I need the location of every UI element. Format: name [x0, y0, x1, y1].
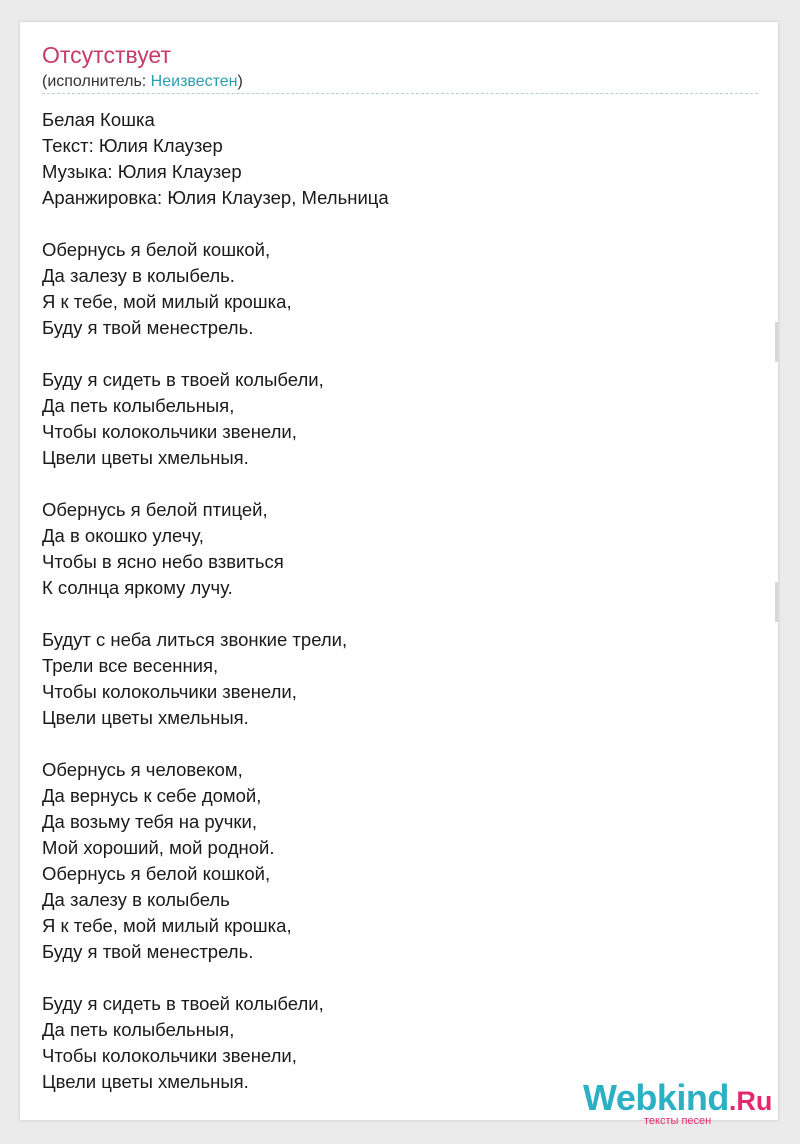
- lyric-line: Чтобы в ясно небо взвиться: [42, 551, 284, 572]
- lyric-line: Да залезу в колыбель: [42, 889, 230, 910]
- lyric-line: Текст: Юлия Клаузер: [42, 135, 223, 156]
- lyric-line: Мой хороший, мой родной.: [42, 837, 275, 858]
- lyric-line: Чтобы колокольчики звенели,: [42, 681, 297, 702]
- lyric-line: Буду я сидеть в твоей колыбели,: [42, 369, 324, 390]
- performer-link[interactable]: Неизвестен: [150, 73, 238, 90]
- stanza-gap: [42, 601, 389, 627]
- lyric-line: Я к тебе, мой милый крошка,: [42, 291, 292, 312]
- lyric-line: Обернусь я белой кошкой,: [42, 863, 271, 884]
- lyric-line: Да вернусь к себе домой,: [42, 785, 262, 806]
- page-edge-mark: [775, 322, 778, 362]
- lyric-line: Музыка: Юлия Клаузер: [42, 161, 242, 182]
- lyric-line: Да в окошко улечу,: [42, 525, 204, 546]
- lyric-line: Я к тебе, мой милый крошка,: [42, 915, 292, 936]
- lyric-line: Чтобы колокольчики звенели,: [42, 1045, 297, 1066]
- lyric-line: Да петь колыбельныя,: [42, 1019, 235, 1040]
- lyric-line: Да залезу в колыбель.: [42, 265, 235, 286]
- stanza-gap: [42, 471, 389, 497]
- lyric-line: Обернусь я белой кошкой,: [42, 239, 271, 260]
- lyric-line: Чтобы колокольчики звенели,: [42, 421, 297, 442]
- lyric-line: Буду я твой менестрель.: [42, 317, 254, 338]
- lyric-line: Белая Кошка: [42, 109, 155, 130]
- stanza-gap: [42, 731, 389, 757]
- stanza-gap: [42, 965, 389, 991]
- lyrics-text: [42, 107, 389, 1095]
- performer-prefix: (исполнитель:: [42, 73, 151, 90]
- lyric-line: Цвели цветы хмельныя.: [42, 447, 249, 468]
- lyric-line: Цвели цветы хмельныя.: [42, 707, 249, 728]
- logo-tagline: тексты песен: [644, 1115, 712, 1127]
- lyric-line: К солнца яркому лучу.: [42, 577, 233, 598]
- lyric-line: Обернусь я человеком,: [42, 759, 243, 780]
- lyric-line: Буду я сидеть в твоей колыбели,: [42, 993, 324, 1014]
- lyric-line: Аранжировка: Юлия Клаузер, Мельница: [42, 187, 389, 208]
- lyric-line: Буду я твой менестрель.: [42, 941, 254, 962]
- lyric-line: Да возьму тебя на ручки,: [42, 811, 257, 832]
- lyric-line: Будут с неба литься звонкие трели,: [42, 629, 348, 650]
- title-divider: [42, 93, 758, 94]
- lyric-line: Да петь колыбельныя,: [42, 395, 235, 416]
- performer-suffix: ): [237, 73, 243, 90]
- performer-line: [42, 73, 243, 91]
- song-title: Отсутствует: [42, 42, 171, 68]
- lyric-line: Обернусь я белой птицей,: [42, 499, 268, 520]
- lyric-line: Цвели цветы хмельныя.: [42, 1071, 249, 1092]
- logo-brand: Webkind: [583, 1077, 729, 1118]
- lyrics-page: [20, 22, 778, 1127]
- webkind-logo: [583, 1077, 772, 1119]
- lyric-line: Трели все весенния,: [42, 655, 219, 676]
- stanza-gap: [42, 341, 389, 367]
- stanza-gap: [42, 211, 389, 237]
- page-edge-mark: [775, 582, 778, 622]
- logo-tld: .Ru: [728, 1086, 773, 1116]
